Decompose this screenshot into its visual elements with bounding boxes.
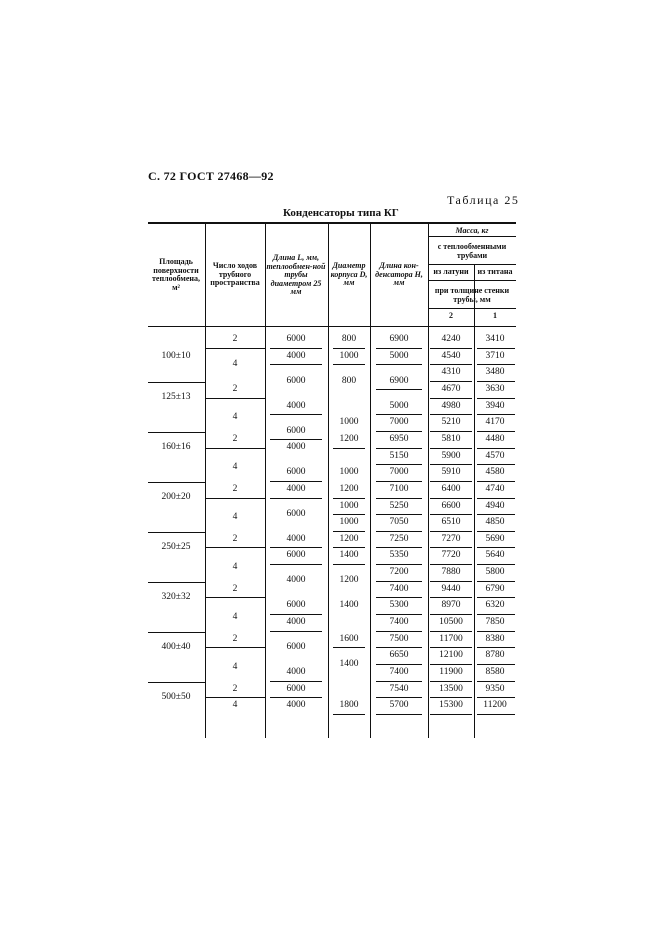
diameter-rule — [333, 498, 365, 499]
diameter-value: 1000 — [339, 500, 359, 511]
mass-titanium-value: 4580 — [485, 467, 505, 478]
mass-rule — [477, 564, 515, 565]
diameter-value: 1400 — [339, 600, 359, 611]
diameter-rule — [333, 714, 365, 715]
length-value: 6000 — [286, 683, 306, 694]
table-label: Таблица 25 — [447, 193, 520, 207]
cond-length-rule — [376, 448, 422, 449]
mass-rule — [477, 614, 515, 615]
mass-titanium-value: 3480 — [485, 367, 505, 378]
diameter-value: 800 — [341, 334, 357, 344]
cond-length-value: 6900 — [389, 334, 409, 344]
mass-brass-value: 13500 — [439, 683, 463, 694]
mass-rule — [477, 581, 515, 582]
mass-rule — [477, 448, 515, 449]
length-value: 6000 — [286, 642, 306, 653]
diameter-value: 1200 — [339, 533, 359, 544]
mass-brass-value: 5810 — [441, 433, 461, 444]
area-value: 200±20 — [161, 492, 191, 503]
mass-rule — [477, 414, 515, 415]
length-rule — [270, 681, 322, 682]
area-value: 125±13 — [161, 392, 191, 403]
diameter-value: 1000 — [339, 467, 359, 478]
mass-titanium-value: 3940 — [485, 400, 505, 411]
mass-brass-value: 6600 — [441, 500, 461, 511]
mass-titanium-value: 9350 — [485, 683, 505, 694]
mass-rule — [477, 498, 515, 499]
passes-value: 4 — [232, 412, 238, 423]
cond-length-rule — [376, 364, 422, 365]
cond-length-value: 7000 — [389, 467, 409, 478]
header-wall-1: 1 — [493, 311, 497, 320]
mass-rule — [430, 514, 472, 515]
column-rule — [205, 222, 206, 738]
mass-rule — [430, 681, 472, 682]
mass-titanium-value: 6790 — [485, 583, 505, 594]
length-value: 6000 — [286, 600, 306, 611]
mass-titanium-value: 4570 — [485, 450, 505, 461]
cond-length-rule — [376, 464, 422, 465]
passes-value: 2 — [232, 383, 238, 394]
cond-length-rule — [376, 348, 422, 349]
mass-brass-value: 5900 — [441, 450, 461, 461]
mass-header-rule — [428, 236, 516, 237]
mass-brass-value: 7720 — [441, 550, 461, 561]
header-length: Длина L, мм, теплообмен-ной трубы диаметром 25 мм — [266, 253, 326, 296]
passes-rule — [205, 647, 265, 648]
mass-brass-value: 6510 — [441, 517, 461, 528]
mass-header-rule — [428, 308, 516, 309]
mass-brass-value: 6400 — [441, 483, 461, 494]
diameter-rule — [333, 547, 365, 548]
diameter-value: 1200 — [339, 575, 359, 586]
length-value: 4000 — [286, 533, 306, 544]
diameter-value: 1400 — [339, 658, 359, 669]
mass-rule — [430, 414, 472, 415]
header-wall: при толщине стенки трубы, мм — [434, 286, 510, 304]
length-value: 4000 — [286, 617, 306, 628]
mass-header-rule — [428, 280, 516, 281]
mass-titanium-value: 4740 — [485, 483, 505, 494]
cond-length-value: 7250 — [389, 533, 409, 544]
mass-titanium-value: 5690 — [485, 533, 505, 544]
length-value: 6000 — [286, 467, 306, 478]
mass-titanium-value: 7850 — [485, 617, 505, 628]
cond-length-value: 7500 — [389, 633, 409, 644]
diameter-value: 1000 — [339, 517, 359, 528]
length-rule — [270, 414, 322, 415]
passes-rule — [205, 597, 265, 598]
mass-brass-value: 7270 — [441, 533, 461, 544]
mass-titanium-value: 4940 — [485, 500, 505, 511]
passes-value: 4 — [232, 562, 238, 573]
mass-rule — [430, 614, 472, 615]
area-group-rule — [148, 532, 205, 533]
mass-titanium-value: 6320 — [485, 600, 505, 611]
column-rule — [265, 222, 266, 738]
cond-length-rule — [376, 697, 422, 698]
header-diameter: Диаметр корпуса D, мм — [330, 261, 368, 287]
length-value: 6000 — [286, 550, 306, 561]
mass-brass-value: 10500 — [439, 617, 463, 628]
mass-titanium-value: 8380 — [485, 633, 505, 644]
passes-rule — [205, 398, 265, 399]
passes-value: 2 — [232, 583, 238, 594]
area-value: 100±10 — [161, 350, 191, 361]
diameter-value: 1000 — [339, 417, 359, 428]
cond-length-rule — [376, 564, 422, 565]
diameter-value: 1200 — [339, 433, 359, 444]
passes-rule — [205, 448, 265, 449]
cond-length-rule — [376, 597, 422, 598]
cond-length-value: 7400 — [389, 617, 409, 628]
length-rule — [270, 348, 322, 349]
area-group-rule — [148, 432, 205, 433]
cond-length-rule — [376, 547, 422, 548]
mass-brass-value: 4670 — [441, 383, 461, 394]
mass-rule — [477, 664, 515, 665]
mass-rule — [430, 564, 472, 565]
mass-rule — [477, 714, 515, 715]
mass-titanium-value: 5640 — [485, 550, 505, 561]
mass-rule — [430, 664, 472, 665]
mass-brass-value: 4980 — [441, 400, 461, 411]
mass-rule — [430, 581, 472, 582]
length-value: 4000 — [286, 667, 306, 677]
header-passes: Число ходов трубного пространства — [210, 261, 260, 287]
mass-rule — [477, 348, 515, 349]
mass-rule — [430, 697, 472, 698]
passes-value: 4 — [232, 662, 238, 672]
cond-length-value: 5700 — [389, 700, 409, 711]
length-value: 6000 — [286, 334, 306, 344]
length-rule — [270, 439, 322, 440]
header-area: Площадь поверхности теплообмена, м² — [151, 257, 201, 292]
area-value: 320±32 — [161, 592, 191, 603]
length-rule — [270, 498, 322, 499]
mass-brass-value: 7880 — [441, 567, 461, 578]
header-with-tubes: с теплообменными трубами — [437, 242, 507, 260]
mass-rule — [430, 481, 472, 482]
mass-titanium-value: 3410 — [485, 334, 505, 344]
cond-length-rule — [376, 681, 422, 682]
mass-brass-value: 15300 — [439, 700, 463, 711]
area-value: 500±50 — [161, 691, 191, 702]
cond-length-rule — [376, 414, 422, 415]
area-value: 400±40 — [161, 642, 191, 653]
mass-rule — [430, 398, 472, 399]
length-value: 4000 — [286, 575, 306, 586]
cond-length-rule — [376, 389, 422, 390]
passes-value: 4 — [232, 700, 238, 711]
passes-rule — [205, 348, 265, 349]
table-top-rule — [148, 222, 516, 224]
cond-length-value: 7400 — [389, 583, 409, 594]
mass-brass-value: 8970 — [441, 600, 461, 611]
cond-length-value: 5000 — [389, 400, 409, 411]
cond-length-value: 7100 — [389, 483, 409, 494]
length-rule — [270, 547, 322, 548]
length-value: 4000 — [286, 350, 306, 361]
header-titanium: из титана — [477, 267, 513, 276]
cond-length-rule — [376, 481, 422, 482]
diameter-value: 1600 — [339, 633, 359, 644]
mass-titanium-value: 8780 — [485, 650, 505, 661]
mass-rule — [477, 631, 515, 632]
header-mass: Масса, кг — [455, 226, 489, 235]
diameter-value: 800 — [341, 375, 357, 386]
mass-rule — [430, 448, 472, 449]
passes-value: 2 — [232, 334, 238, 344]
area-value: 250±25 — [161, 542, 191, 553]
diameter-value: 1400 — [339, 550, 359, 561]
area-group-rule — [148, 632, 205, 633]
mass-rule — [430, 348, 472, 349]
mass-brass-value: 4240 — [441, 334, 461, 344]
mass-brass-value: 12100 — [439, 650, 463, 661]
length-value: 4000 — [286, 483, 306, 494]
mass-brass-value: 9440 — [441, 583, 461, 594]
length-value: 4000 — [286, 400, 306, 411]
cond-length-value: 7400 — [389, 667, 409, 677]
diameter-rule — [333, 348, 365, 349]
mass-rule — [430, 714, 472, 715]
passes-value: 2 — [232, 433, 238, 444]
mass-rule — [477, 431, 515, 432]
length-value: 4000 — [286, 700, 306, 711]
mass-brass-value: 4310 — [441, 367, 461, 378]
cond-length-rule — [376, 531, 422, 532]
cond-length-value: 5350 — [389, 550, 409, 561]
cond-length-rule — [376, 581, 422, 582]
mass-titanium-value: 4480 — [485, 433, 505, 444]
diameter-value: 1200 — [339, 483, 359, 494]
mass-rule — [477, 681, 515, 682]
mass-brass-value: 5910 — [441, 467, 461, 478]
mass-rule — [477, 381, 515, 382]
header-bottom-rule — [148, 326, 516, 327]
mass-rule — [430, 464, 472, 465]
diameter-rule — [333, 531, 365, 532]
mass-header-rule — [428, 264, 516, 265]
header-cond-length: Длина кон-денсатора H, мм — [375, 261, 423, 287]
cond-length-rule — [376, 647, 422, 648]
area-group-rule — [148, 382, 205, 383]
passes-value: 2 — [232, 633, 238, 644]
mass-rule — [477, 547, 515, 548]
cond-length-value: 5000 — [389, 350, 409, 361]
passes-value: 4 — [232, 462, 238, 473]
mass-titanium-value: 3630 — [485, 383, 505, 394]
cond-length-value: 5150 — [389, 450, 409, 461]
cond-length-rule — [376, 431, 422, 432]
diameter-rule — [333, 364, 365, 365]
diameter-rule — [333, 647, 365, 648]
mass-rule — [430, 597, 472, 598]
passes-value: 2 — [232, 483, 238, 494]
passes-value: 2 — [232, 533, 238, 544]
mass-rule — [430, 647, 472, 648]
length-rule — [270, 564, 322, 565]
passes-value: 4 — [232, 512, 238, 523]
mass-brass-value: 11700 — [439, 633, 463, 644]
mass-rule — [477, 481, 515, 482]
diameter-rule — [333, 514, 365, 515]
cond-length-value: 7200 — [389, 567, 409, 578]
mass-rule — [430, 631, 472, 632]
passes-value: 2 — [232, 683, 238, 694]
length-rule — [270, 631, 322, 632]
mass-titanium-value: 3710 — [485, 350, 505, 361]
mass-rule — [477, 398, 515, 399]
area-group-rule — [148, 582, 205, 583]
mass-rule — [477, 647, 515, 648]
mass-rule — [477, 697, 515, 698]
cond-length-value: 7540 — [389, 683, 409, 694]
mass-rule — [430, 381, 472, 382]
mass-rule — [477, 464, 515, 465]
length-rule — [270, 614, 322, 615]
diameter-rule — [333, 448, 365, 449]
passes-value: 4 — [232, 612, 238, 623]
mass-rule — [430, 498, 472, 499]
passes-rule — [205, 697, 265, 698]
mass-rule — [477, 364, 515, 365]
passes-rule — [205, 547, 265, 548]
cond-length-value: 5250 — [389, 500, 409, 511]
cond-length-value: 5300 — [389, 600, 409, 611]
header-brass: из латуни — [433, 267, 469, 276]
mass-titanium-value: 4850 — [485, 517, 505, 528]
mass-brass-value: 5210 — [441, 417, 461, 428]
length-rule — [270, 697, 322, 698]
mass-rule — [477, 597, 515, 598]
cond-length-value: 7000 — [389, 417, 409, 428]
header-wall-2: 2 — [449, 311, 453, 320]
area-value: 160±16 — [161, 442, 191, 453]
length-rule — [270, 364, 322, 365]
mass-brass-value: 11900 — [439, 667, 463, 677]
area-group-rule — [148, 482, 205, 483]
mass-rule — [430, 431, 472, 432]
cond-length-rule — [376, 614, 422, 615]
length-value: 4000 — [286, 442, 306, 453]
cond-length-rule — [376, 664, 422, 665]
diameter-value: 1000 — [339, 350, 359, 361]
mass-titanium-value: 11200 — [483, 700, 507, 711]
mass-rule — [430, 531, 472, 532]
cond-length-rule — [376, 631, 422, 632]
area-group-rule — [148, 682, 205, 683]
mass-rule — [430, 547, 472, 548]
mass-rule — [477, 531, 515, 532]
mass-rule — [477, 514, 515, 515]
cond-length-rule — [376, 498, 422, 499]
length-value: 6000 — [286, 425, 306, 436]
table-title: Конденсаторы типа КГ — [283, 207, 399, 219]
cond-length-value: 6950 — [389, 433, 409, 444]
mass-titanium-value: 5800 — [485, 567, 505, 578]
mass-brass-value: 4540 — [441, 350, 461, 361]
cond-length-value: 6900 — [389, 375, 409, 386]
passes-rule — [205, 498, 265, 499]
passes-value: 4 — [232, 358, 238, 369]
length-rule — [270, 481, 322, 482]
page-header: С. 72 ГОСТ 27468—92 — [148, 169, 274, 183]
mass-rule — [430, 364, 472, 365]
length-value: 6000 — [286, 375, 306, 386]
cond-length-rule — [376, 514, 422, 515]
cond-length-rule — [376, 714, 422, 715]
length-value: 6000 — [286, 508, 306, 519]
cond-length-value: 6650 — [389, 650, 409, 661]
diameter-value: 1800 — [339, 700, 359, 711]
diameter-rule — [333, 564, 365, 565]
mass-titanium-value: 4170 — [485, 417, 505, 428]
mass-titanium-value: 8580 — [485, 667, 505, 677]
column-rule — [370, 222, 371, 738]
cond-length-value: 7050 — [389, 517, 409, 528]
